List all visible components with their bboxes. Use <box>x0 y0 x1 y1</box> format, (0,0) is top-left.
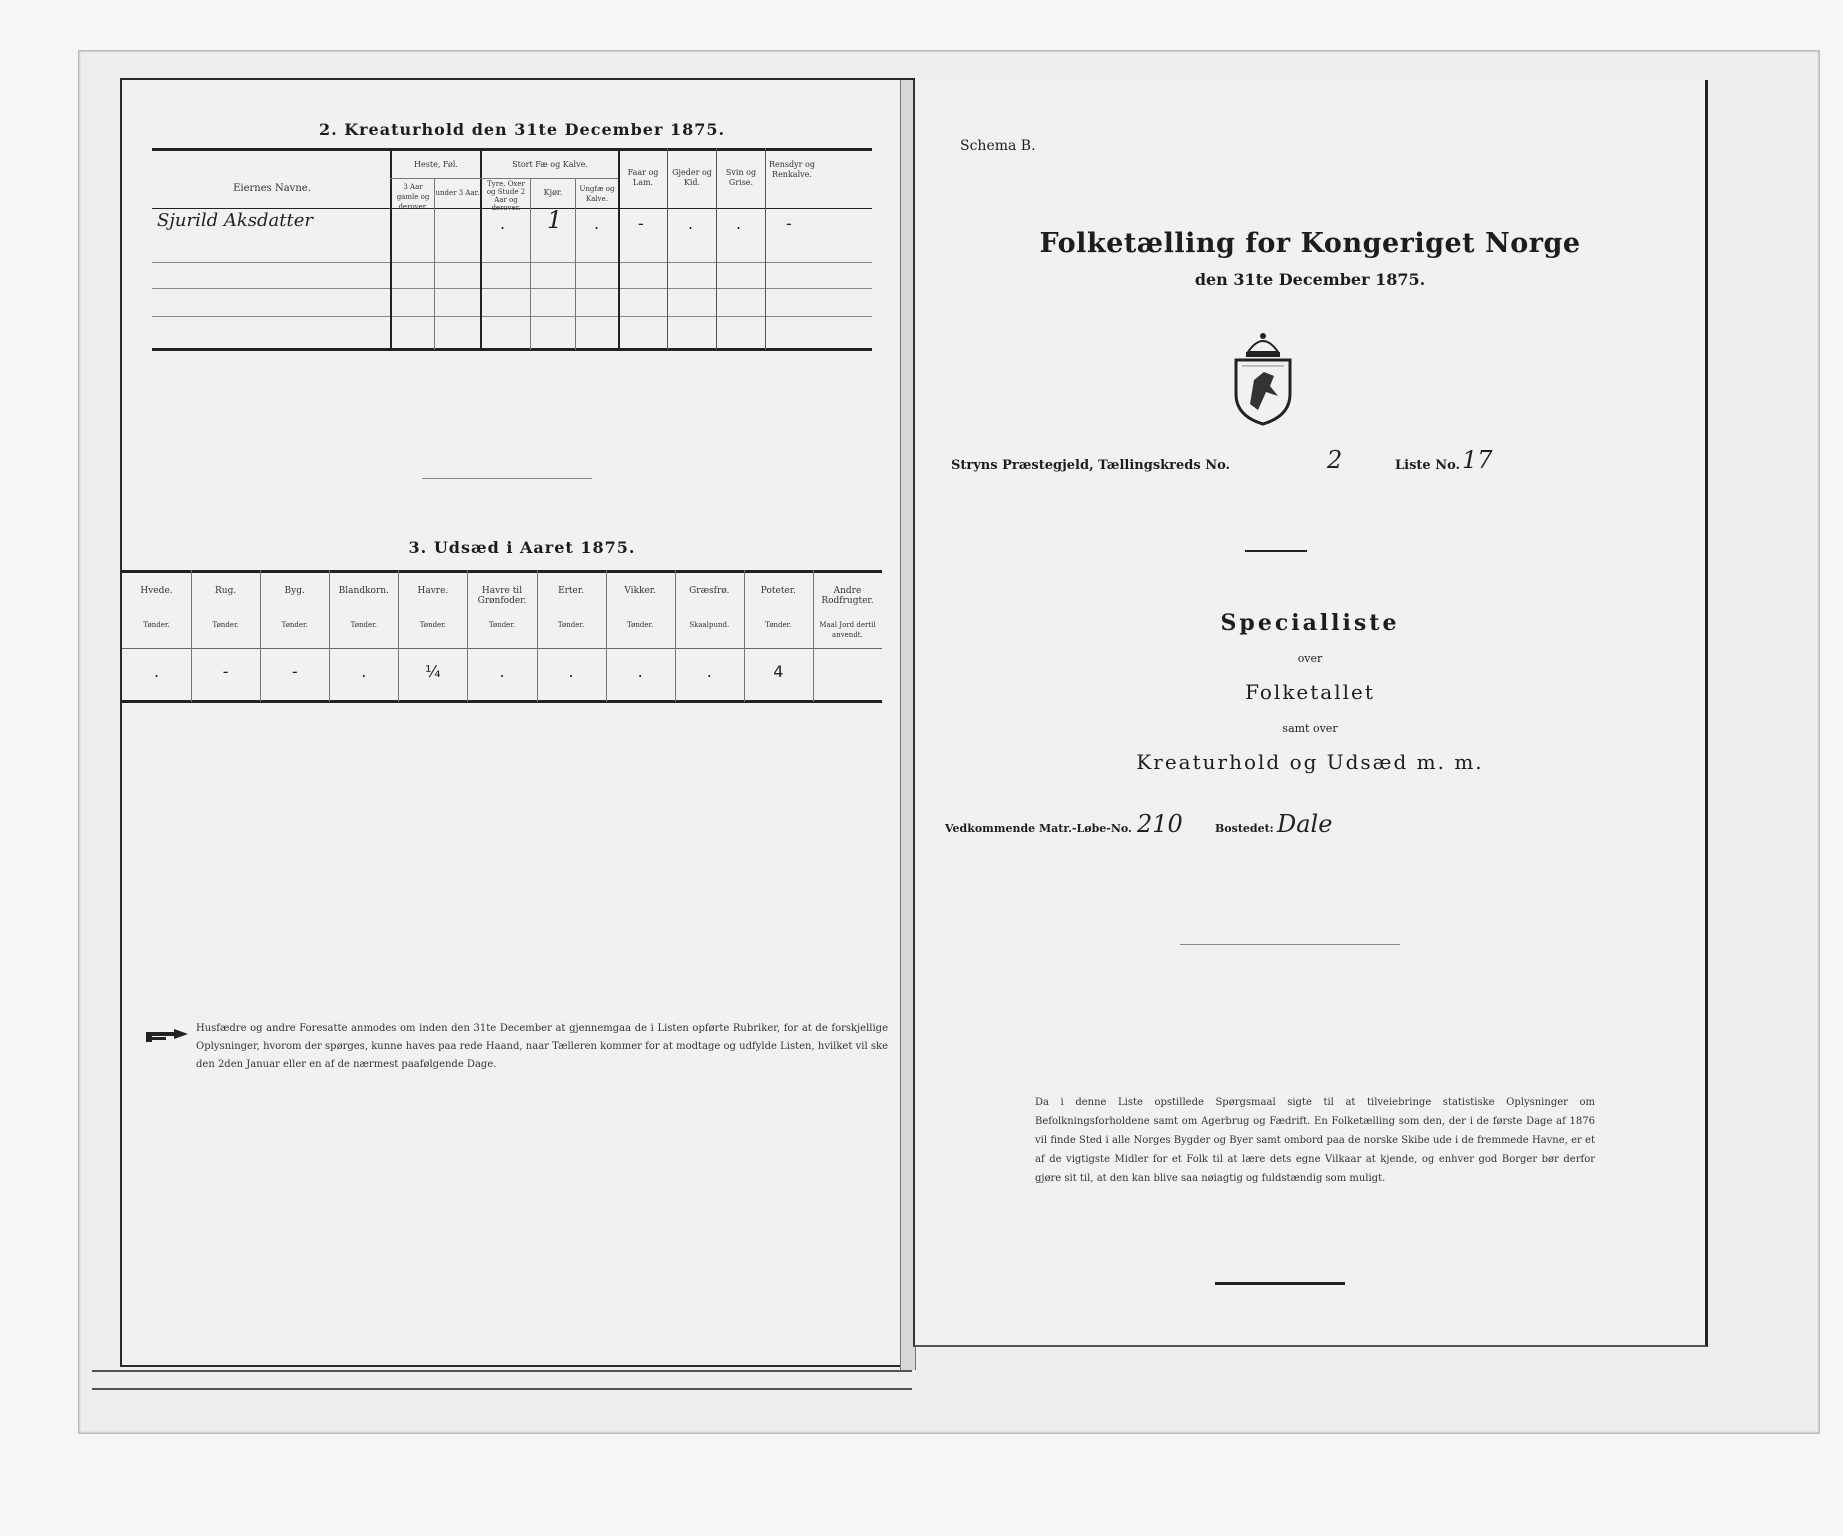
col-group-stort-fae: Stort Fæ og Kalve. <box>512 160 588 169</box>
value-faar: - <box>638 214 644 233</box>
col-owner-name: Eiernes Navne. <box>233 183 311 194</box>
seed-col-unit: Maal Jord dertil anvendt. <box>819 621 876 639</box>
seed-col-unit: Tønder. <box>488 621 516 629</box>
col-faar: Faar og Lam. <box>627 168 659 187</box>
seed-value: . <box>153 662 160 681</box>
right-page <box>913 80 1708 1347</box>
left-page <box>120 78 915 1367</box>
matr-number: 210 <box>1137 810 1183 838</box>
seed-col-name: Havre til Grønfoder. <box>477 586 527 606</box>
col-group-heste: Heste, Føl. <box>414 160 458 169</box>
value-svin: . <box>736 214 742 233</box>
seed-col-unit: Skaalpund. <box>689 621 730 629</box>
schema-label: Schema B. <box>960 138 1036 154</box>
col-svin: Svin og Grise. <box>725 168 757 187</box>
seed-col-name: Byg. <box>284 586 305 596</box>
seed-col-name: Poteter. <box>760 586 796 596</box>
value-ungfae: . <box>594 214 600 233</box>
seed-col-name: Hvede. <box>140 586 173 596</box>
seed-column-divider <box>191 570 192 702</box>
notice-text: Husfædre og andre Foresatte anmodes om inden den 31te December at gjennemgaa de i Listen opførte Rubriker, for at de forskjellige Oplysninger, hvorom der spørges, kunne haves paa rede Haand, naar Tælleren kommer for at modtage og udfylde Listen, hvilket vil ske den 2den Januar eller en af de nærmest paafølgende Dage. <box>196 1023 888 1070</box>
seed-col-unit: Tønder. <box>212 621 239 629</box>
col-tyre: Tyre, Oxer og Stude 2 Aar og derover. <box>486 180 526 212</box>
seed-col-unit: Tønder. <box>350 621 377 629</box>
section2-title: 2. Kreaturhold den 31te December 1875. <box>318 120 726 139</box>
seed-col-unit: Tønder. <box>419 621 447 629</box>
district-label: Stryns Præstegjeld, Tællingskreds No. <box>951 458 1231 473</box>
seed-value: ¼ <box>425 662 441 681</box>
matr-label: Vedkommende Matr.-Løbe-No. <box>945 822 1132 835</box>
seed-column-divider <box>744 570 745 702</box>
owner-name: Sjurild Aksdatter <box>157 210 313 231</box>
seed-value: - <box>291 662 298 681</box>
value-tyre: . <box>500 214 506 233</box>
specialliste-heading: Specialliste <box>1220 610 1400 636</box>
seed-column-divider <box>467 570 468 702</box>
kreaturhold-heading: Kreaturhold og Udsæd m. m. <box>1136 750 1484 774</box>
seed-col-name: Andre Rodfrugter. <box>821 586 874 606</box>
seed-col-unit: Tønder. <box>765 621 792 629</box>
col-ungfae: Ungfæ og Kalve. <box>579 185 615 203</box>
col-kjor: Kjør. <box>543 188 563 197</box>
seed-value: . <box>706 662 712 681</box>
seed-value: . <box>499 662 505 681</box>
bostedet-label: Bostedet: <box>1215 822 1274 835</box>
samt-over-text: samt over <box>1282 722 1338 735</box>
seed-value: . <box>361 662 367 681</box>
seed-value: . <box>637 662 643 681</box>
seed-col-unit: Tønder. <box>557 621 585 629</box>
seed-col-name: Blandkorn. <box>338 586 389 596</box>
seed-column-divider <box>675 570 676 702</box>
col-rensdyr: Rensdyr og Renkalve. <box>769 160 815 179</box>
seed-col-name: Vikker. <box>624 586 656 596</box>
list-number: 17 <box>1462 446 1493 474</box>
value-kjor: 1 <box>547 206 563 234</box>
seed-col-name: Rug. <box>215 586 237 596</box>
col-gjeder: Gjeder og Kid. <box>672 168 712 187</box>
seed-value: 4 <box>773 662 784 681</box>
census-title: Folketælling for Kongeriget Norge <box>1039 228 1581 259</box>
seed-value: - <box>222 662 229 681</box>
seed-col-unit: Tønder. <box>143 621 170 629</box>
value-gjeder: . <box>688 214 694 233</box>
district-number: 2 <box>1327 446 1343 474</box>
folketallet-heading: Folketallet <box>1245 680 1375 704</box>
seed-column-divider <box>260 570 261 702</box>
col-heste-young: under 3 Aar. <box>435 189 480 197</box>
seed-column-divider <box>329 570 330 702</box>
seed-column-divider <box>813 570 814 702</box>
coat-of-arms-icon <box>1228 330 1298 426</box>
over-text: over <box>1297 652 1323 665</box>
intro-text: Da i denne Liste opstillede Spørgsmaal sigte til at tilveiebringe statistiske Oplysninger om Befolkningsforholdene samt om Agerbrug og Fædrift. En Folketælling som den, der i de første Dage af 1876 vil finde Sted i alle Norges Bygder og Byer samt ombord paa de norske Skibe ude i de fremmede Havne, er et af de vigtigste Midler for et Folk til at lære dets egne Vilkaar at kjende, og enhver god Borger bør derfor gjøre sit til, at den kan blive saa nøiagtig og fuldstændig som muligt. <box>1035 1097 1595 1184</box>
seed-col-name: Havre. <box>417 586 449 596</box>
list-label: Liste No. <box>1395 458 1461 473</box>
seed-col-unit: Tønder. <box>281 621 308 629</box>
bostedet-value: Dale <box>1277 810 1333 838</box>
census-date: den 31te December 1875. <box>1194 270 1426 289</box>
pointing-hand-icon <box>144 1026 190 1046</box>
seed-col-unit: Tønder. <box>627 621 654 629</box>
seed-column-divider <box>537 570 538 702</box>
value-rensdyr: - <box>786 214 792 233</box>
seed-column-divider <box>606 570 607 702</box>
col-heste-adult: 3 Aar gamle og derover. <box>396 183 430 211</box>
seed-col-name: Erter. <box>558 586 585 596</box>
seed-column-divider <box>398 570 399 702</box>
seed-value: . <box>568 662 574 681</box>
seed-col-name: Græsfrø. <box>689 586 730 596</box>
section3-title: 3. Udsæd i Aaret 1875. <box>408 538 636 557</box>
